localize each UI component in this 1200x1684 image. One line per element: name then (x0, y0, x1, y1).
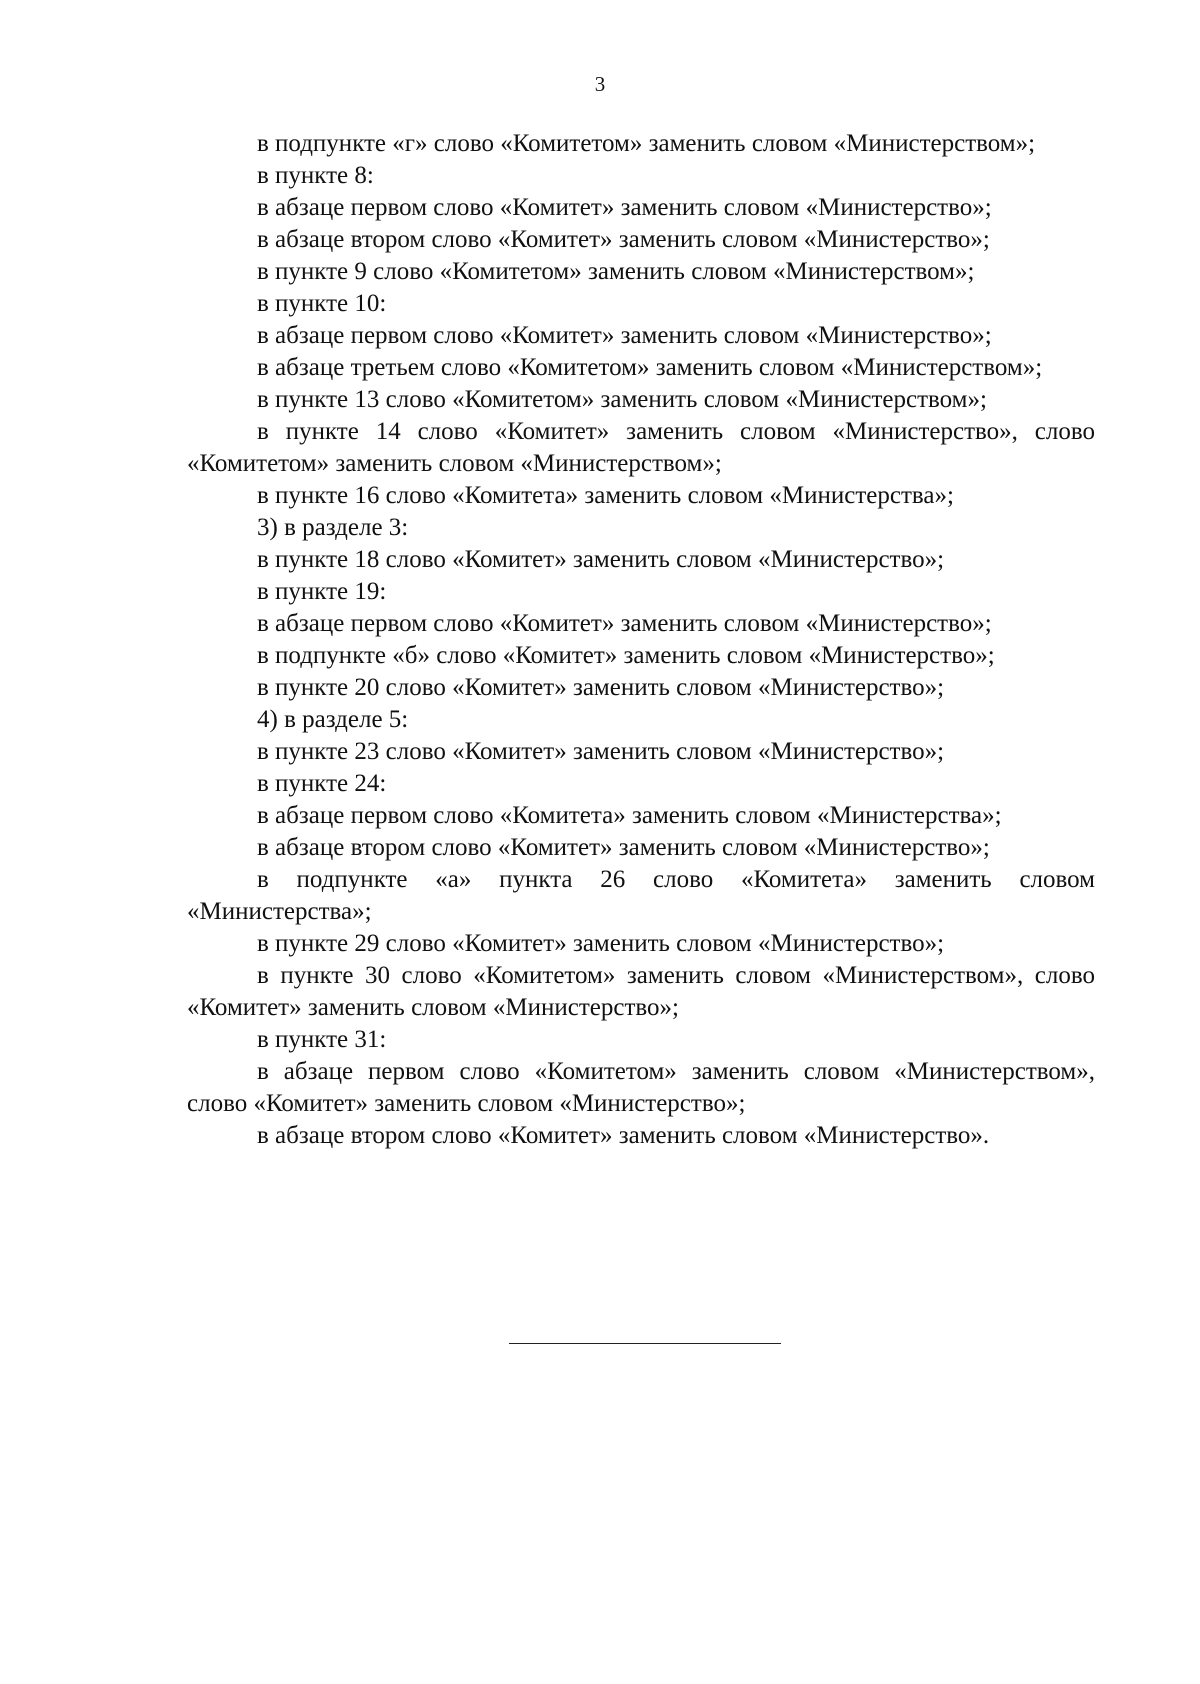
page-number: 3 (594, 72, 606, 96)
paragraph: в абзаце первом слово «Комитет» заменить словом «Министерство»; (257, 194, 992, 221)
paragraph: в абзаце первом слово «Комитет» заменить словом «Министерство»; (257, 610, 992, 637)
paragraph: в пункте 31: (257, 1026, 387, 1053)
paragraph: в абзаце втором слово «Комитет» заменить словом «Министерство». (257, 1122, 990, 1149)
paragraph: в пункте 9 слово «Комитетом» заменить словом «Министерством»; (257, 258, 975, 285)
paragraph: в абзаце втором слово «Комитет» заменить словом «Министерство»; (257, 834, 990, 861)
paragraph: 4) в разделе 5: (257, 706, 409, 733)
paragraph: в пункте 10: (257, 290, 387, 317)
paragraph: в пункте 29 слово «Комитет» заменить словом «Министерство»; (257, 930, 945, 957)
paragraph: в пункте 8: (257, 162, 374, 189)
closing-rule (509, 1343, 781, 1344)
paragraph: 3) в разделе 3: (257, 514, 409, 541)
paragraph: в пункте 30 слово «Комитетом» заменить словом «Министерством», слово «Комитет» заменить словом «Министерство»; (187, 962, 1095, 1021)
paragraph: в подпункте «г» слово «Комитетом» заменить словом «Министерством»; (257, 130, 1036, 157)
paragraph: в абзаце третьем слово «Комитетом» заменить словом «Министерством»; (257, 354, 1043, 381)
paragraph: в пункте 16 слово «Комитета» заменить словом «Министерства»; (257, 482, 954, 509)
paragraph: в пункте 23 слово «Комитет» заменить словом «Министерство»; (257, 738, 945, 765)
paragraph: в пункте 24: (257, 770, 387, 797)
paragraph: в подпункте «б» слово «Комитет» заменить словом «Министерство»; (257, 642, 995, 669)
paragraph: в пункте 20 слово «Комитет» заменить словом «Министерство»; (257, 674, 945, 701)
paragraph: в абзаце первом слово «Комитетом» заменить словом «Министерством», слово «Комитет» заменить словом «Министерство»; (187, 1058, 1095, 1117)
paragraph: в пункте 14 слово «Комитет» заменить словом «Министерство», слово «Комитетом» заменить словом «Министерством»; (187, 418, 1095, 477)
paragraph: в подпункте «а» пункта 26 слово «Комитета» заменить словом «Министерства»; (187, 866, 1095, 925)
paragraph: в абзаце втором слово «Комитет» заменить словом «Министерство»; (257, 226, 990, 253)
document-body (187, 128, 1095, 1152)
paragraph: в пункте 19: (257, 578, 387, 605)
paragraph: в пункте 18 слово «Комитет» заменить словом «Министерство»; (257, 546, 945, 573)
paragraph: в пункте 13 слово «Комитетом» заменить словом «Министерством»; (257, 386, 987, 413)
paragraph: в абзаце первом слово «Комитет» заменить словом «Министерство»; (257, 322, 992, 349)
paragraph: в абзаце первом слово «Комитета» заменить словом «Министерства»; (257, 802, 1002, 829)
